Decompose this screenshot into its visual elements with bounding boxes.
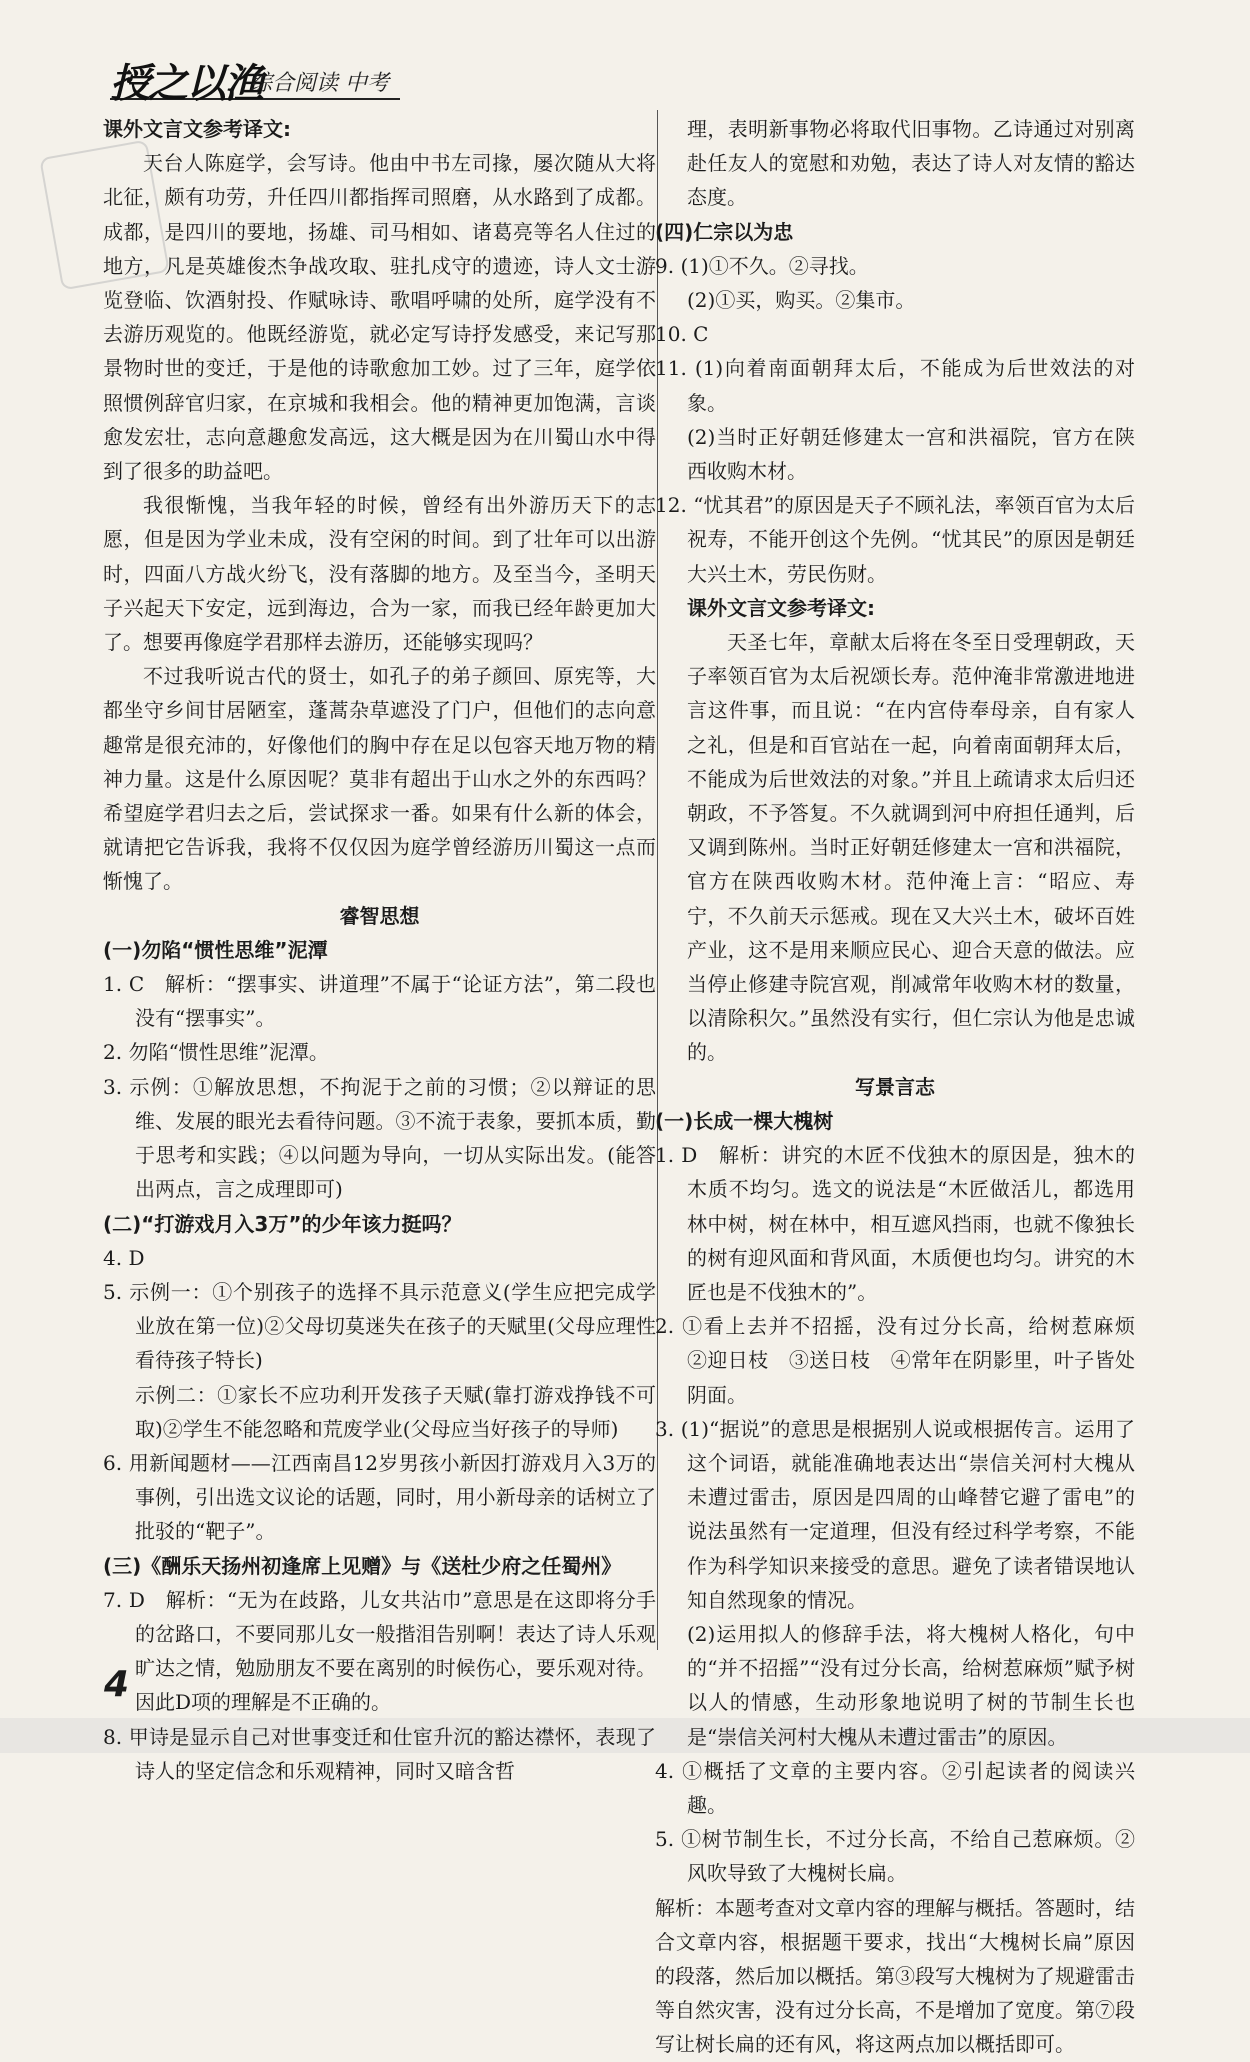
left-paragraph: 2. 勿陷“惯性思维”泥潭。: [103, 1040, 329, 1065]
right-paragraph: 5. ①树节制生长，不过分长高，不给自己惹麻烦。②风吹导致了大槐树长扁。: [655, 1827, 1135, 1886]
page-header: [110, 52, 400, 107]
left-paragraph: 5. 示例一：①个别孩子的选择不具示范意义(学生应把完成学业放在第一位)②父母切莫迷失在孩子的天赋里(父母应理性看待孩子特长): [103, 1279, 656, 1373]
right-paragraph: (2)当时正好朝廷修建太一宫和洪福院，官方在陕西收购木材。: [687, 424, 1135, 484]
right-paragraph: (2)①买，购买。②集市。: [687, 288, 916, 313]
left-paragraph: (三)《酬乐天扬州初逢席上见赠》与《送杜少府之任蜀州》: [103, 1553, 622, 1578]
right-paragraph: (2)运用拟人的修辞手法，将大槐树人格化，句中的“并不招摇”“没有过分长高，给树惹麻烦”赋予树以人的情感，生动形象地说明了树的节制生长也是“崇信关河村大槐从未遭过雷击”的原因。: [687, 1621, 1135, 1749]
right-paragraph: 10. C: [655, 322, 709, 347]
left-paragraph: 8. 甲诗是显示自己对世事变迁和仕宦升沉的豁达襟怀，表现了诗人的坚定信念和乐观精神，同时又暗含哲: [103, 1724, 656, 1783]
left-paragraph: 7. D 解析：“无为在歧路，儿女共沾巾”意思是在这即将分手的岔路口，不要同那儿女一般揩泪告别啊！表达了诗人乐观旷达之情，勉励朋友不要在离别的时候伤心，要乐观对待。因此D项的理解是不正确的。: [103, 1587, 656, 1715]
left-paragraph: 课外文言文参考译文:: [103, 117, 291, 141]
right-paragraph: 2. ①看上去并不招摇，没有过分长高，给树惹麻烦 ②迎日枝 ③送日枝 ④常年在阴影里，叶子皆处阴面。: [655, 1314, 1155, 1407]
right-paragraph: 9. (1)①不久。②寻找。: [655, 253, 869, 278]
left-column: [103, 112, 656, 1788]
left-paragraph: 睿智思想: [339, 903, 420, 928]
left-paragraph: (二)“打游戏月入3万”的少年该力挺吗？: [103, 1211, 462, 1236]
left-paragraph: 4. D: [103, 1245, 145, 1270]
right-paragraph: 4. ①概括了文章的主要内容。②引起读者的阅读兴趣。: [655, 1758, 1135, 1817]
right-paragraph: 天圣七年，章献太后将在冬至日受理朝政，天子率领百官为太后祝颂长寿。范仲淹非常激进地进言这件事，而且说：“在内宫侍奉母亲，自有家人之礼，但是和百官站在一起，向着南面朝拜太后，不能成为后世效法的对象。”并且上疏请求太后归还朝政，不予答复。不久就调到河中府担任通判，后又调到陈州。当时正好朝廷修建太一宫和洪福院，官方在陕西收购木材。范仲淹上言：“昭应、寿宁，不久前天示惩戒。现在又大兴土木，破坏百姓产业，这不是用来顺应民心、迎合天意的做法。应当停止修建寺院宫观，削减常年收购木材的数量，以清除积欠。”虽然没有实行，但仁宗认为他是忠诚的。: [687, 630, 1135, 1065]
header-subtitle: 综合阅读 中考: [250, 71, 389, 96]
right-column: [655, 112, 1155, 2062]
right-paragraph: 解析：本题考查对文章内容的理解与概括。答题时，结合文章内容，根据题干要求，找出“大槐树长扁”原因的段落，然后加以概括。第③段写大槐树为了规避雷击等自然灾害，没有过分长高，不是增加了宽度。第⑦段写让树长扁的还有风，将这两点加以概括即可。: [655, 1895, 1135, 2057]
left-paragraph: 示例二：①家长不应功利开发孩子天赋(靠打游戏挣钱不可取)②学生不能忽略和荒废学业(父母应当好孩子的导师): [135, 1382, 656, 1441]
right-paragraph: 课外文言文参考译文:: [687, 595, 875, 620]
left-paragraph: 我很惭愧，当我年轻的时候，曾经有出外游历天下的志愿，但是因为学业未成，没有空闲的时间。到了壮年可以出游时，四面八方战火纷飞，没有落脚的地方。及至当今，圣明天子兴起天下安定，远到海边，合为一家，而我已经年龄更加大了。想要再像庭学君那样去游历，还能够实现吗？: [103, 493, 656, 655]
left-paragraph: 天台人陈庭学，会写诗。他由中书左司掾，屡次随从大将北征，颇有功劳，升任四川都指挥司照磨，从水路到了成都。成都，是四川的要地，扬雄、司马相如、诸葛亮等名人住过的地方，凡是英雄俊杰争战攻取、驻扎戍守的遗迹，诗人文士游览登临、饮酒射投、作赋咏诗、歌唱呼啸的处所，庭学没有不去游历观览的。他既经游览，就必定写诗抒发感受，来记写那景物时世的变迁，于是他的诗歌愈加工妙。过了三年，庭学依照惯例辞官归家，在京城和我相会。他的精神更加饱满，言谈愈发宏壮，志向意趣愈发高远，这大概是因为在川蜀山水中得到了很多的助益吧。: [103, 151, 656, 484]
right-paragraph: 12. “忧其君”的原因是天子不顾礼法，率领百官为太后祝寿，不能开创这个先例。“忧其民”的原因是朝廷大兴土木，劳民伤财。: [655, 493, 1135, 586]
right-paragraph: (四)仁宗以为忠: [655, 219, 794, 244]
left-paragraph: 1. C 解析：“摆事实、讲道理”不属于“论证方法”，第二段也没有“摆事实”。: [103, 972, 656, 1031]
left-paragraph: 6. 用新闻题材——江西南昌12岁男孩小新因打游戏月入3万的事例，引出选文议论的话题，同时，用小新母亲的话树立了批驳的“靶子”。: [103, 1450, 656, 1544]
right-paragraph: 1. D 解析：讲究的木匠不伐独木的原因是，独木的木质不均匀。选文的说法是“木匠做活儿，都选用林中树，树在林中，相互遮风挡雨，也就不像独长的树有迎风面和背风面，木质便也均匀。讲究的木匠也是不伐独木的”。: [655, 1143, 1135, 1304]
logo: 授之以渔: [110, 60, 262, 107]
right-paragraph: 理，表明新事物必将取代旧事物。乙诗通过对别离赴任友人的宽慰和劝勉，表达了诗人对友情的豁达态度。: [687, 117, 1135, 210]
left-paragraph: 3. 示例：①解放思想，不拘泥于之前的习惯；②以辩证的思维、发展的眼光去看待问题。③不流于表象，要抓本质，勤于思考和实践；④以问题为导向，一切从实际出发。(能答出两点，言之成理即可): [103, 1074, 656, 1202]
right-paragraph: 11. (1)向着南面朝拜太后，不能成为后世效法的对象。: [655, 356, 1135, 415]
right-paragraph: (一)长成一棵大槐树: [655, 1108, 834, 1133]
page-number: 4: [104, 1664, 130, 1705]
left-paragraph: 不过我听说古代的贤士，如孔子的弟子颜回、原宪等，大都坐守乡间甘居陋室，蓬蒿杂草遮没了门户，但他们的志向意趣常是很充沛的，好像他们的胸中存在足以包容天地万物的精神力量。这是什么原因呢？莫非有超出于山水之外的东西吗？希望庭学君归去之后，尝试探求一番。如果有什么新的体会，就请把它告诉我，我将不仅仅因为庭学曾经游历川蜀这一点而惭愧了。: [103, 664, 656, 894]
right-paragraph: 写景言志: [855, 1074, 935, 1099]
left-paragraph: (一)勿陷“惯性思维”泥潭: [103, 937, 328, 962]
right-paragraph: 3. (1)“据说”的意思是根据别人说或根据传言。运用了这个词语，就能准确地表达出“崇信关河村大槐从未遭过雷击，原因是四周的山峰替它避了雷电”的说法虽然有一定道理，但没有经过科学考察，不能作为科学知识来接受的意思。避免了读者错误地认知自然现象的情况。: [655, 1416, 1135, 1612]
